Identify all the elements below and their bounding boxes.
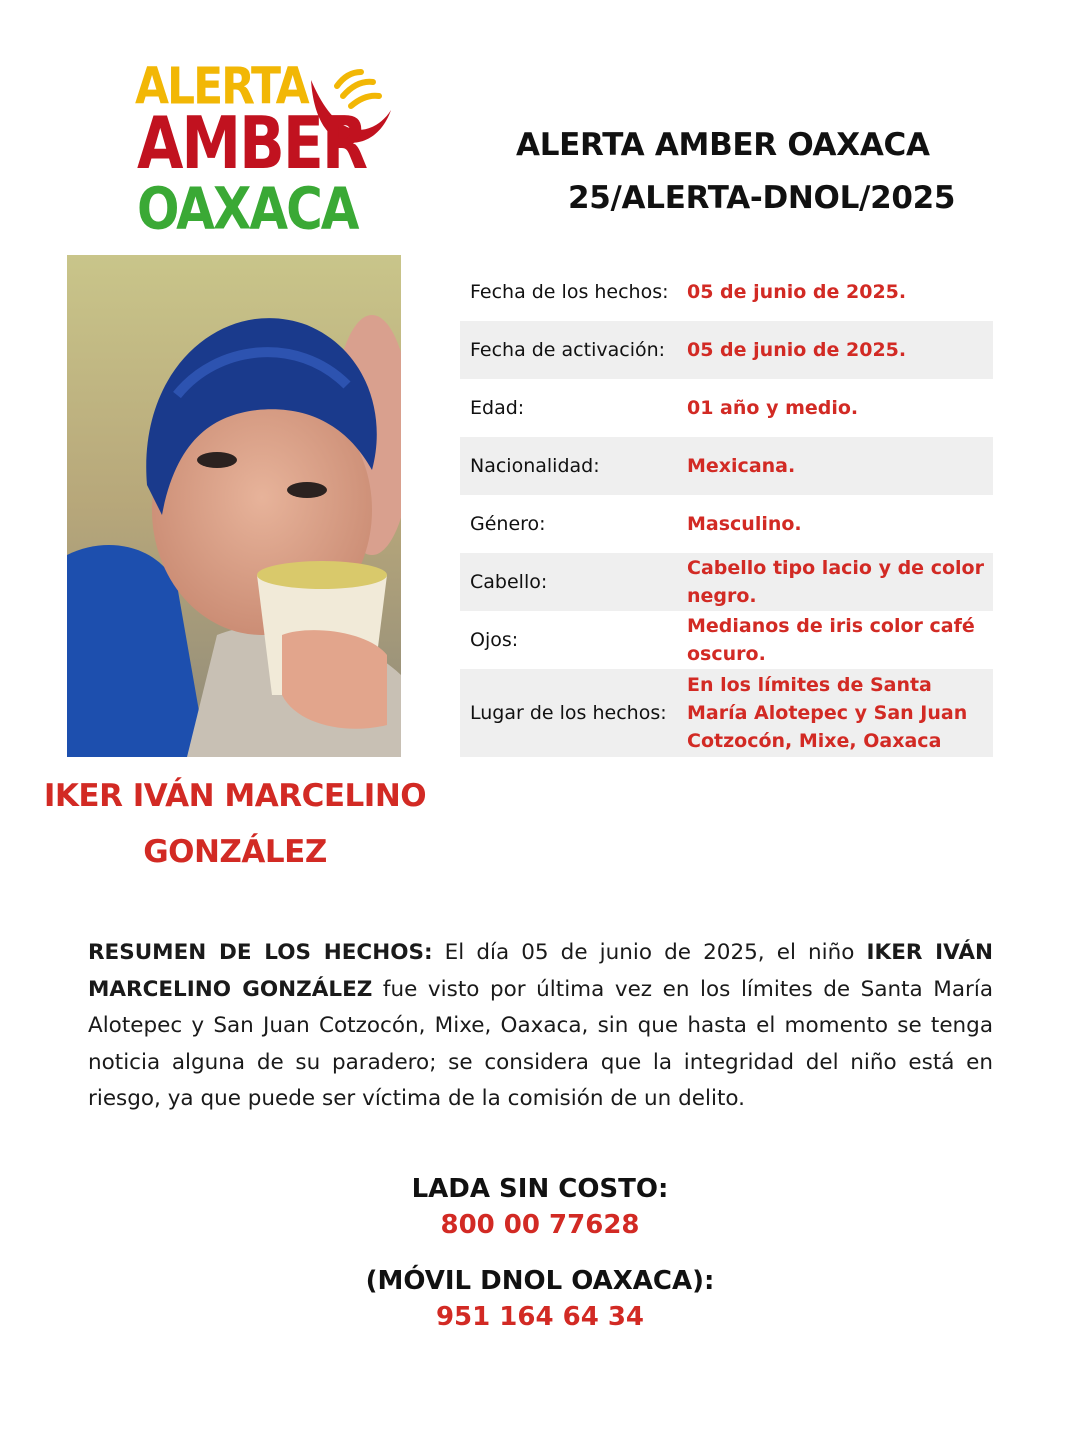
child-photo: [67, 255, 401, 757]
detail-label: Edad:: [470, 397, 525, 419]
detail-row-edad: [460, 379, 993, 437]
detail-value: Medianos de iris color café oscuro.: [687, 615, 975, 665]
detail-row-fecha-activacion: [460, 321, 993, 379]
detail-label: Fecha de los hechos:: [470, 281, 669, 303]
toll-free-number[interactable]: 800 00 77628: [440, 1210, 640, 1240]
detail-label: Ojos:: [470, 629, 519, 651]
detail-row-fecha-hechos: [460, 263, 993, 321]
detail-label: Nacionalidad:: [470, 455, 600, 477]
detail-row-lugar-hechos: [460, 669, 993, 757]
alerta-amber-oaxaca-logo: [135, 57, 385, 243]
mobile-number[interactable]: 951 164 64 34: [435, 1302, 645, 1332]
detail-value: 05 de junio de 2025.: [687, 281, 907, 303]
child-name-line2: GONZÁLEZ: [143, 834, 327, 870]
summary-child-name: IKER IVÁN MARCELINO GONZÁLEZ: [88, 940, 993, 1002]
summary-text-1: El día 05 de junio de 2025, el niño: [432, 940, 867, 965]
summary-heading: RESUMEN DE LOS HECHOS:: [88, 940, 433, 965]
alert-code: 25/ALERTA-DNOL/2025: [568, 180, 956, 216]
summary-text-2: fue visto por última vez en los límites de Santa María Alotepec y San Juan Cotzocón, Mixe, Oaxaca, sin que hasta el momento se tenga noticia alguna de su paradero; se considera que la integridad del niño está en riesgo, ya que puede ser víctima de la comisión de un delito.: [88, 976, 993, 1111]
detail-label: Fecha de activación:: [470, 339, 666, 361]
detail-row-cabello: [460, 553, 993, 611]
child-name: [20, 768, 450, 880]
logo-amber-text: AMBER: [137, 102, 367, 186]
detail-label: Género:: [470, 513, 546, 535]
toll-free-label: LADA SIN COSTO:: [411, 1174, 669, 1204]
detail-value: 01 año y medio.: [687, 397, 859, 419]
mobile-label: (MÓVIL DNOL OAXACA):: [365, 1266, 715, 1296]
detail-row-genero: [460, 495, 993, 553]
logo-oaxaca-text: OAXACA: [137, 175, 358, 243]
child-name-line1: IKER IVÁN MARCELINO: [43, 778, 427, 814]
alert-title: ALERTA AMBER OAXACA: [516, 127, 930, 163]
details-table: [460, 263, 993, 757]
detail-value: Mexicana.: [687, 455, 796, 477]
detail-row-nacionalidad: [460, 437, 993, 495]
detail-label: Cabello:: [470, 571, 548, 593]
detail-value: Masculino.: [687, 513, 802, 535]
detail-value: 05 de junio de 2025.: [687, 339, 907, 361]
detail-value: En los límites de Santa María Alotepec y San Juan Cotzocón, Mixe, Oaxaca: [687, 674, 968, 752]
detail-value: Cabello tipo lacio y de color negro.: [687, 557, 984, 607]
detail-label: Lugar de los hechos:: [470, 702, 667, 724]
summary-paragraph: [88, 935, 993, 1118]
detail-row-ojos: [460, 611, 993, 669]
logo-alerta-text: ALERTA: [135, 57, 308, 117]
